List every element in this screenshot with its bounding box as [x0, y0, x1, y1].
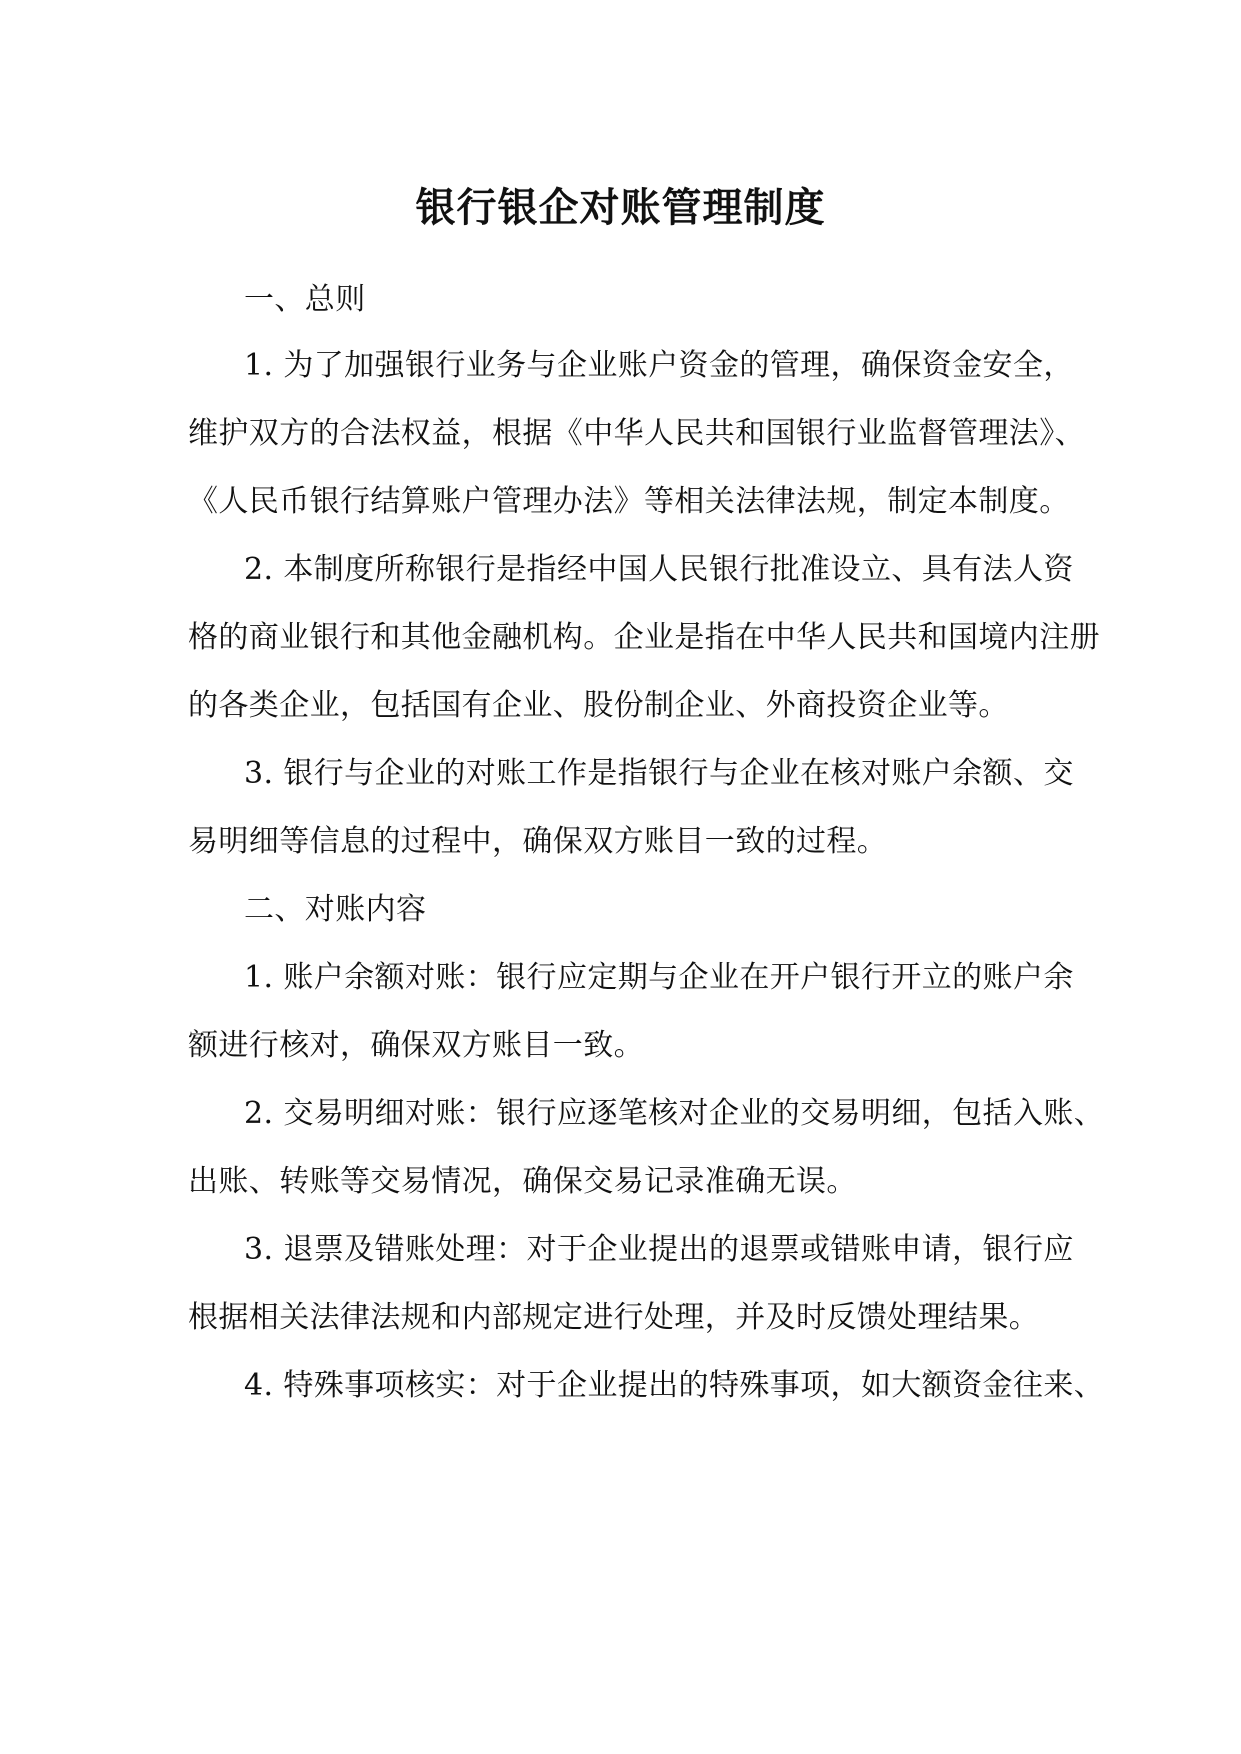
section-heading-general: 一、总则: [244, 282, 366, 317]
paragraph-line: 3. 银行与企业的对账工作是指银行与企业在核对账户余额、交: [244, 756, 1074, 791]
section-heading-reconciliation: 二、对账内容: [244, 892, 427, 927]
paragraph-line: 易明细等信息的过程中，确保双方账目一致的过程。: [188, 824, 888, 859]
paragraph-line: 《人民币银行结算账户管理办法》等相关法律法规，制定本制度。: [188, 484, 1070, 519]
document-title: 银行银企对账管理制度: [415, 184, 826, 231]
paragraph-line: 额进行核对，确保双方账目一致。: [188, 1028, 644, 1063]
paragraph-line: 2. 交易明细对账：银行应逐笔核对企业的交易明细，包括入账、: [244, 1096, 1105, 1131]
paragraph-line: 3. 退票及错账处理：对于企业提出的退票或错账申请，银行应: [244, 1232, 1074, 1267]
paragraph-line: 1. 账户余额对账：银行应定期与企业在开户银行开立的账户余: [244, 960, 1074, 995]
paragraph-line: 格的商业银行和其他金融机构。企业是指在中华人民共和国境内注册: [188, 620, 1100, 655]
paragraph-line: 2. 本制度所称银行是指经中国人民银行批准设立、具有法人资: [244, 552, 1074, 587]
paragraph-line: 根据相关法律法规和内部规定进行处理，并及时反馈处理结果。: [188, 1300, 1040, 1335]
paragraph-line: 维护双方的合法权益，根据《中华人民共和国银行业监督管理法》、: [188, 416, 1085, 451]
paragraph-line: 出账、转账等交易情况，确保交易记录准确无误。: [188, 1164, 857, 1199]
paragraph-line: 1. 为了加强银行业务与企业账户资金的管理，确保资金安全，: [244, 348, 1074, 383]
paragraph-line: 的各类企业，包括国有企业、股份制企业、外商投资企业等。: [188, 688, 1009, 723]
paragraph-line: 4. 特殊事项核实：对于企业提出的特殊事项，如大额资金往来、: [244, 1368, 1105, 1403]
